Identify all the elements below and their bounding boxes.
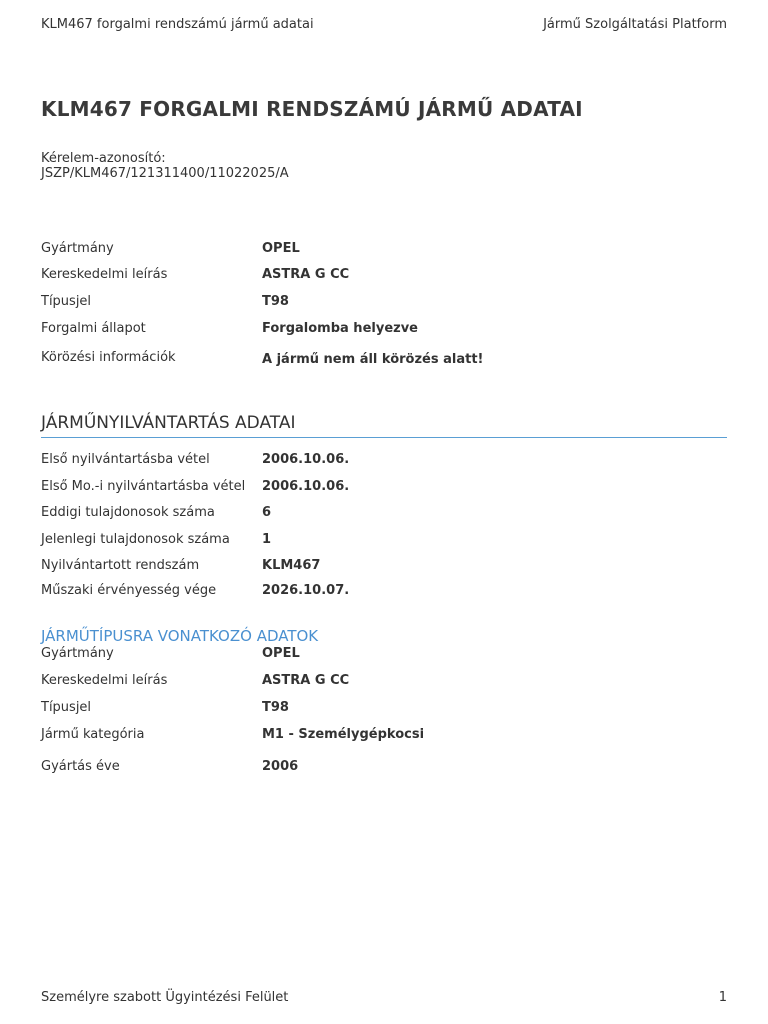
footer-text: Személyre szabott Ügyintézési Felület [41,990,289,1005]
request-id-value: JSZP/KLM467/121311400/11022025/A [41,166,289,181]
page-number: 1 [718,990,727,1005]
summary-label-type-code: Típusjel [41,294,92,309]
type-label-commercial-desc: Kereskedelmi leírás [41,673,168,688]
summary-label-wanted-info: Körözési információk [41,350,176,365]
type-label-type-code: Típusjel [41,700,92,715]
registry-section-title: JÁRMŰNYILVÁNTARTÁS ADATAI [41,413,296,433]
type-section-title: JÁRMŰTÍPUSRA VONATKOZÓ ADATOK [41,627,319,645]
summary-value-type-code: T98 [262,294,289,309]
running-header-title: KLM467 forgalmi rendszámú jármű adatai [41,17,314,32]
summary-value-commercial-desc: ASTRA G CC [262,267,350,282]
summary-label-traffic-status: Forgalmi állapot [41,321,146,336]
registry-value-current-owners: 1 [262,532,272,547]
type-value-type-code: T98 [262,700,289,715]
registry-label-plate: Nyilvántartott rendszám [41,558,200,573]
type-label-year: Gyártás éve [41,759,120,774]
section-divider [41,437,727,438]
registry-value-previous-owners: 6 [262,505,272,520]
registry-value-first-registration: 2006.10.06. [262,452,350,467]
request-id-block [41,151,289,181]
type-value-make: OPEL [262,646,300,661]
running-header-platform: Jármű Szolgáltatási Platform [543,17,727,32]
registry-label-inspection-expiry: Műszaki érvényesség vége [41,583,217,598]
page-title: KLM467 FORGALMI RENDSZÁMÚ JÁRMŰ ADATAI [41,97,583,121]
type-label-category: Jármű kategória [41,727,145,742]
registry-value-first-hu-registration: 2006.10.06. [262,479,350,494]
type-label-make: Gyártmány [41,646,114,661]
registry-label-first-registration: Első nyilvántartásba vétel [41,452,210,467]
type-value-year: 2006 [262,759,299,774]
registry-value-plate: KLM467 [262,558,321,573]
registry-value-inspection-expiry: 2026.10.07. [262,583,350,598]
summary-label-make: Gyártmány [41,241,114,256]
summary-value-wanted-info: A jármű nem áll körözés alatt! [262,352,484,367]
type-value-commercial-desc: ASTRA G CC [262,673,350,688]
summary-label-commercial-desc: Kereskedelmi leírás [41,267,168,282]
registry-label-current-owners: Jelenlegi tulajdonosok száma [41,532,230,547]
registry-label-first-hu-registration: Első Mo.-i nyilvántartásba vétel [41,479,246,494]
summary-value-traffic-status: Forgalomba helyezve [262,321,418,336]
request-id-label: Kérelem-azonosító: [41,151,166,166]
type-value-category: M1 - Személygépkocsi [262,727,425,742]
summary-value-make: OPEL [262,241,300,256]
registry-label-previous-owners: Eddigi tulajdonosok száma [41,505,215,520]
